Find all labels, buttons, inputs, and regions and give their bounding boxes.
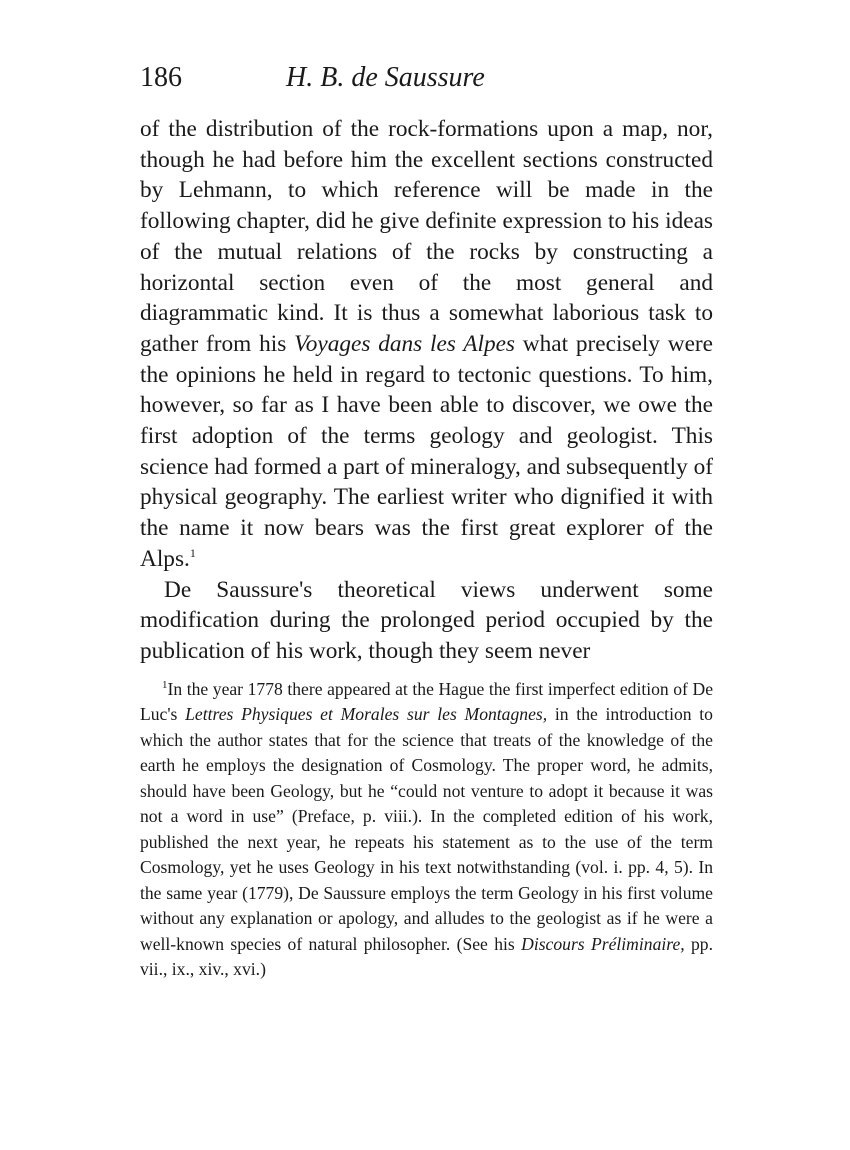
footnote-text-b: in the introduction to which the author states that for the science that treats of the knowledge of the earth he employs the designation of Cosmology. The proper word, he admits, should have been Geology, but he “could not venture to adopt it because it was not a word in use” (Preface, p. viii.). In the completed edition of his work, published the next year, he repeats his statement as to the use of the term Cosmology, yet he uses Geology in his text notwithstanding (vol. i. pp. 4, 5). In the same year (1779), De Saussure employs the term Geology in his first volume without any explanation or apology, and alludes to the geologist as if he were a well-known species of natural philosopher. (See his (140, 704, 713, 954)
paragraph-1-text-b: what precisely were the opinions he held in regard to tectonic questions. To him, however, so far as I have been able to discover, we owe the first adoption of the terms geology and geologist. This science had formed a part of mineralogy, and subsequently of physical geography. The earliest writer who dignified it with the name it now bears was the first great explorer of the Alps. (140, 330, 714, 572)
footnote (140, 677, 713, 983)
book-title-discours: Discours Préliminaire, (521, 933, 685, 954)
page-number: 186 (140, 62, 182, 93)
paragraph-1-text-a: of the distribution of the rock-formations upon a map, nor, though he had before him the excellent sections constructed by Lehmann, to which reference will be made in the following chapter, did he give definite expression to his ideas of the mutual relations of the rocks by constructing a horizontal section even of the most general and diagrammatic kind. It is thus a somewhat laborious task to gather from his (140, 116, 713, 357)
footnote-reference: 1 (189, 545, 196, 560)
footnote-mark: 1 (162, 678, 168, 691)
footnote-text-c: pp. vii., ix., xiv., xvi.) (140, 933, 713, 980)
book-page (140, 58, 713, 983)
book-title-voyages: Voyages dans les Alpes (294, 330, 515, 357)
running-head (140, 58, 713, 98)
running-title: H. B. de Saussure (286, 62, 485, 93)
book-title-lettres: Lettres Physiques et Morales sur les Montagnes, (185, 704, 548, 725)
paragraph-1 (140, 114, 713, 575)
paragraph-2: De Saussure's theoretical views underwent some modification during the prolonged period occupied by the publication of his work, though they seem never (140, 576, 713, 664)
footnote-text-a: In the year 1778 there appeared at the Hague the first imperfect edition of De Luc's (140, 678, 713, 725)
body-text (140, 114, 713, 667)
